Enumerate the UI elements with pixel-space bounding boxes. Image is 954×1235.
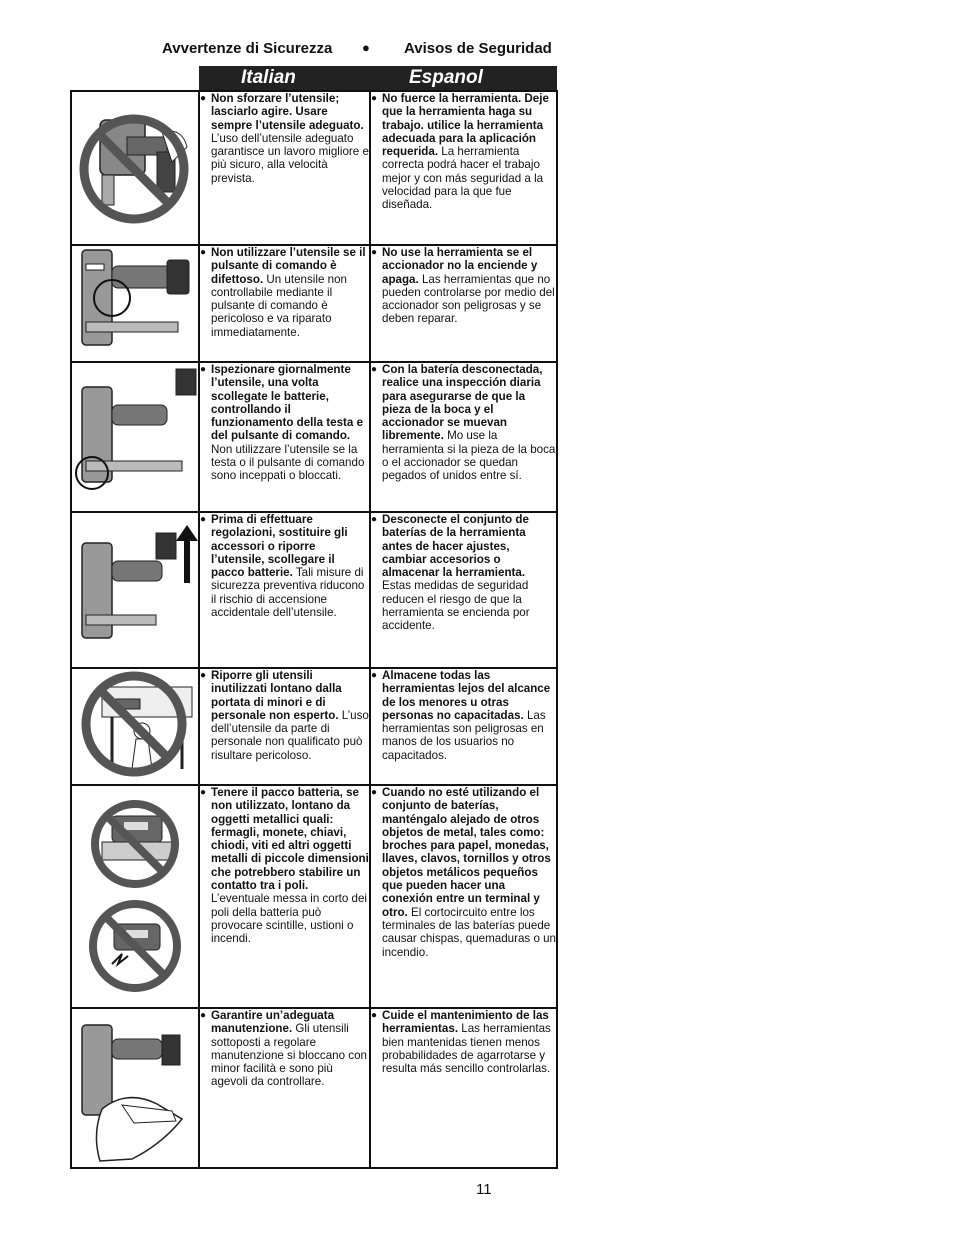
italian-text: L’uso dell’utensile da parte di personale non qualificato può risultare pericoloso. [211, 708, 369, 762]
bullet-icon: ● [200, 247, 207, 258]
spanish-bold-text: Almacene todas las herramientas lejos del alcance de los menores u otras personas no capacitadas. [382, 669, 551, 722]
spanish-text: El cortocircuito entre los terminales de las baterías puede causar chispas, quemaduras o un incendio. [382, 905, 557, 959]
table-row [71, 1008, 557, 1168]
bullet-icon: ● [371, 787, 378, 798]
italian-cell [199, 245, 370, 362]
italian-bold-text: Non utilizzare l’utensile se il pulsante di comando è difettoso. [211, 246, 366, 286]
spanish-cell [370, 91, 557, 245]
image-cell [71, 245, 199, 362]
image-cell [71, 362, 199, 512]
bullet-icon: ● [371, 514, 378, 525]
italian-text: L’eventuale messa in corto dei poli della batteria può provocare scintille, ustioni o incendi. [211, 892, 367, 946]
page-number: 11 [476, 1181, 492, 1198]
spanish-cell [370, 245, 557, 362]
spanish-bold-text: Desconecte el conjunto de baterías de la herramienta antes de hacer ajustes, cambiar accesorios o almacenar la herramienta. [382, 513, 529, 580]
table-row [71, 668, 557, 785]
bullet-icon: ● [371, 364, 378, 375]
italian-bold-text: Tenere il pacco batteria, se non utilizzato, lontano da oggetti metallici quali: fermagli, monete, chiavi, chiodi, viti ed altri oggetti metalli di piccole dimensioni che potrebbero stabilire un contatto tra i poli. [211, 786, 369, 893]
nailer-inspection-icon [72, 363, 198, 509]
battery-removal-icon [72, 513, 198, 665]
italian-text: Un utensile non controllabile mediante il pulsante di comando è pericoloso e va riparato immediatamente. [211, 272, 347, 339]
spanish-bold-text: No fuerce la herramienta. Deje que la herramienta haga su trabajo. utilice la herramienta adecuada para la aplicación requerida. [382, 92, 549, 159]
bullet-icon: ● [200, 364, 207, 375]
bullet-icon: ● [371, 1010, 378, 1021]
table-row [71, 362, 557, 512]
italian-bold-text: Ispezionare giornalmente l’utensile, una volta scollegate le batterie, controllando il funzionamento della testa e del pulsante di comando. [211, 363, 364, 443]
italian-text: Gli utensili sottoposti a regolare manutenzione si bloccano con minor facilità e sono più agevoli da controllare. [211, 1022, 367, 1089]
column-header-bar [199, 66, 557, 90]
spanish-bold-text: Con la batería desconectada, realice una inspección diaria para asegurarse de que la pieza de la boca y el accionador se muevan libremente. [382, 363, 543, 443]
spanish-cell [370, 362, 557, 512]
bullet-icon: ● [371, 247, 378, 258]
header-spanish: Avisos de Seguridad [404, 40, 552, 57]
bullet-icon: ● [371, 93, 378, 104]
spanish-bold-text: Cuide el mantenimiento de las herramientas. [382, 1009, 549, 1036]
image-cell [71, 91, 199, 245]
safety-table [70, 90, 558, 1169]
image-cell [71, 512, 199, 668]
spanish-bold-text: No use la herramienta se el accionador no la enciende y apaga. [382, 246, 538, 286]
bullet-icon: ● [200, 1010, 207, 1021]
image-cell [71, 785, 199, 1008]
bullet-icon: ● [200, 787, 207, 798]
table-row [71, 512, 557, 668]
spanish-cell [370, 512, 557, 668]
italian-text: Tali misure di sicurezza preventiva riducono il rischio di accensione accidentale dell’utensile. [211, 566, 365, 620]
image-cell [71, 1008, 199, 1168]
spanish-text: Las herramientas son peligrosas en manos de los usuarios no capacitados. [382, 708, 546, 762]
italian-text: Non utilizzare l’utensile se la testa o il pulsante di comando sono inceppati o bloccati. [211, 442, 365, 483]
no-forcing-nailer-icon [72, 92, 198, 242]
spanish-text: Estas medidas de seguridad reducen el riesgo de que la herramienta se encienda por accidente. [382, 579, 530, 633]
italian-cell [199, 1008, 370, 1168]
italian-bold-text: Prima di effettuare regolazioni, sostituire gli accessori o riporre l’utensile, scollegare il pacco batterie. [211, 513, 348, 580]
spanish-text: Mo use la herramienta si la pieza de la boca o el accionador se quedan pegados of unidos entre sí. [382, 429, 556, 483]
spanish-cell [370, 785, 557, 1008]
italian-cell [199, 668, 370, 785]
bullet-icon: ● [371, 670, 378, 681]
column-spanish: Espanol [409, 67, 483, 88]
spanish-cell [370, 1008, 557, 1168]
header-italian: Avvertenze di Sicurezza [162, 40, 333, 57]
nailer-trigger-icon [72, 246, 198, 360]
spanish-text: La herramienta correcta podrá hacer el trabajo mejor y con más seguridad a la velocidad para la que fue diseñada. [382, 145, 544, 212]
italian-bold-text: Riporre gli utensili inutilizzati lontano dalla portata di minori e di personale non esperto. [211, 669, 342, 722]
battery-short-circuit-icon [72, 786, 198, 1006]
italian-bold-text: Garantire un’adeguata manutenzione. [211, 1009, 335, 1036]
italian-cell [199, 785, 370, 1008]
italian-cell [199, 512, 370, 668]
bullet-icon: ● [200, 670, 207, 681]
spanish-text: Las herramientas bien mantenidas tienen menos probabilidades de agarrotarse y resulta más sencillo controlarlas. [382, 1022, 551, 1076]
spanish-text: Las herramientas que no pueden controlarse por medio del accionador son peligrosas y se deben reparar. [382, 272, 555, 326]
table-row [71, 785, 557, 1008]
table-row [71, 91, 557, 245]
table-row [71, 245, 557, 362]
spanish-cell [370, 668, 557, 785]
italian-cell [199, 91, 370, 245]
italian-cell [199, 362, 370, 512]
image-cell [71, 668, 199, 785]
spanish-bold-text: Cuando no esté utilizando el conjunto de baterías, manténgalo alejado de otros objetos de metal, tales como: broches para papel, monedas, llaves, clavos, tornillos y otros objetos metálicos pequeños que pueden hacer una conexión entre un terminal y otro. [382, 786, 551, 919]
no-children-icon [72, 669, 198, 783]
italian-text: L’uso dell’utensile adeguato garantisce un lavoro migliore e più sicuro, alla velocità prevista. [211, 131, 369, 185]
bullet-icon: ● [200, 93, 207, 104]
header-bullet: ● [362, 40, 370, 55]
column-italian: Italian [241, 67, 296, 88]
bullet-icon: ● [200, 514, 207, 525]
nailer-maintenance-icon [72, 1009, 198, 1165]
italian-bold-text: Non sforzare l’utensile; lasciarlo agire. Usare sempre l’utensile adeguato. [211, 92, 364, 132]
